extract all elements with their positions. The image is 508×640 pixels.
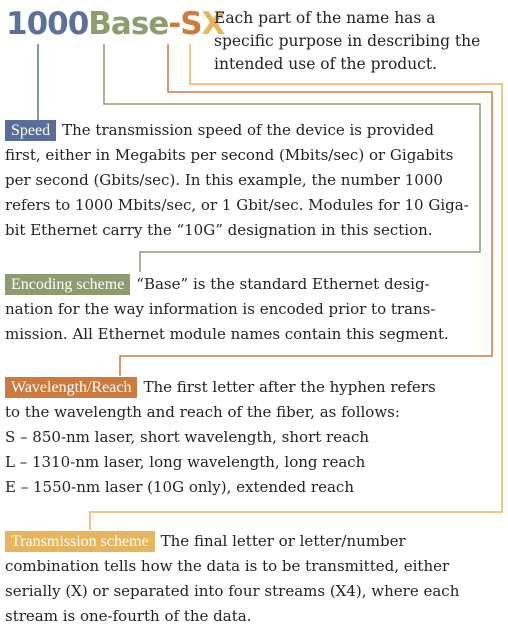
name-part-encoding: Base (88, 6, 169, 42)
intro-line: intended use of the product. (214, 55, 438, 73)
intro-line: Each part of the name has a (214, 9, 436, 27)
wavelength-line: E – 1550-nm laser (10G only), extended reach (5, 478, 354, 496)
wavelength-section (5, 375, 501, 500)
wavelength-line: L – 1310-nm laser, long wavelength, long reach (5, 453, 366, 471)
name-part-speed: 1000 (6, 6, 89, 42)
speed-line: Speed The transmission speed of the device is provided (5, 118, 501, 143)
encoding-section (5, 272, 501, 347)
wavelength-line: to the wavelength and reach of the fiber, as follows: (5, 403, 400, 421)
transmission-line: stream is one-fourth of the data. (5, 607, 252, 625)
encoding-line: mission. All Ethernet module names contain this segment. (5, 325, 449, 343)
transmission-line: combination tells how the data is to be transmitted, either (5, 557, 450, 575)
intro-line: specific purpose in describing the (214, 32, 481, 50)
wavelength-label: Wavelength/Reach (5, 377, 137, 398)
transmission-section (5, 529, 501, 629)
speed-section (5, 118, 501, 243)
speed-line: refers to 1000 Mbits/sec, or 1 Gbit/sec. Modules for 10 Giga- (5, 196, 469, 214)
transmission-line: Transmission scheme The final letter or letter/number (5, 529, 501, 554)
wavelength-line: S – 850-nm laser, short wavelength, short reach (5, 428, 370, 446)
wavelength-line: Wavelength/Reach The first letter after the hyphen refers (5, 375, 501, 400)
speed-line: per second (Gbits/sec). In this example, the number 1000 (5, 171, 443, 189)
name-part-wavelength: S (180, 6, 202, 42)
encoding-line: nation for the way information is encoded prior to trans- (5, 300, 436, 318)
intro-text (214, 7, 504, 76)
speed-line: first, either in Megabits per second (Mbits/sec) or Gigabits (5, 146, 454, 164)
transmission-label: Transmission scheme (5, 531, 155, 552)
product-name (6, 4, 224, 44)
encoding-label: Encoding scheme (5, 274, 130, 295)
name-part-dash: - (168, 6, 181, 42)
encoding-line: Encoding scheme “Base” is the standard Ethernet desig- (5, 272, 501, 297)
name-part-transmission: X (201, 6, 225, 42)
transmission-line: serially (X) or separated into four streams (X4), where each (5, 582, 460, 600)
speed-label: Speed (5, 120, 56, 141)
speed-line: bit Ethernet carry the “10G” designation in this section. (5, 221, 433, 239)
